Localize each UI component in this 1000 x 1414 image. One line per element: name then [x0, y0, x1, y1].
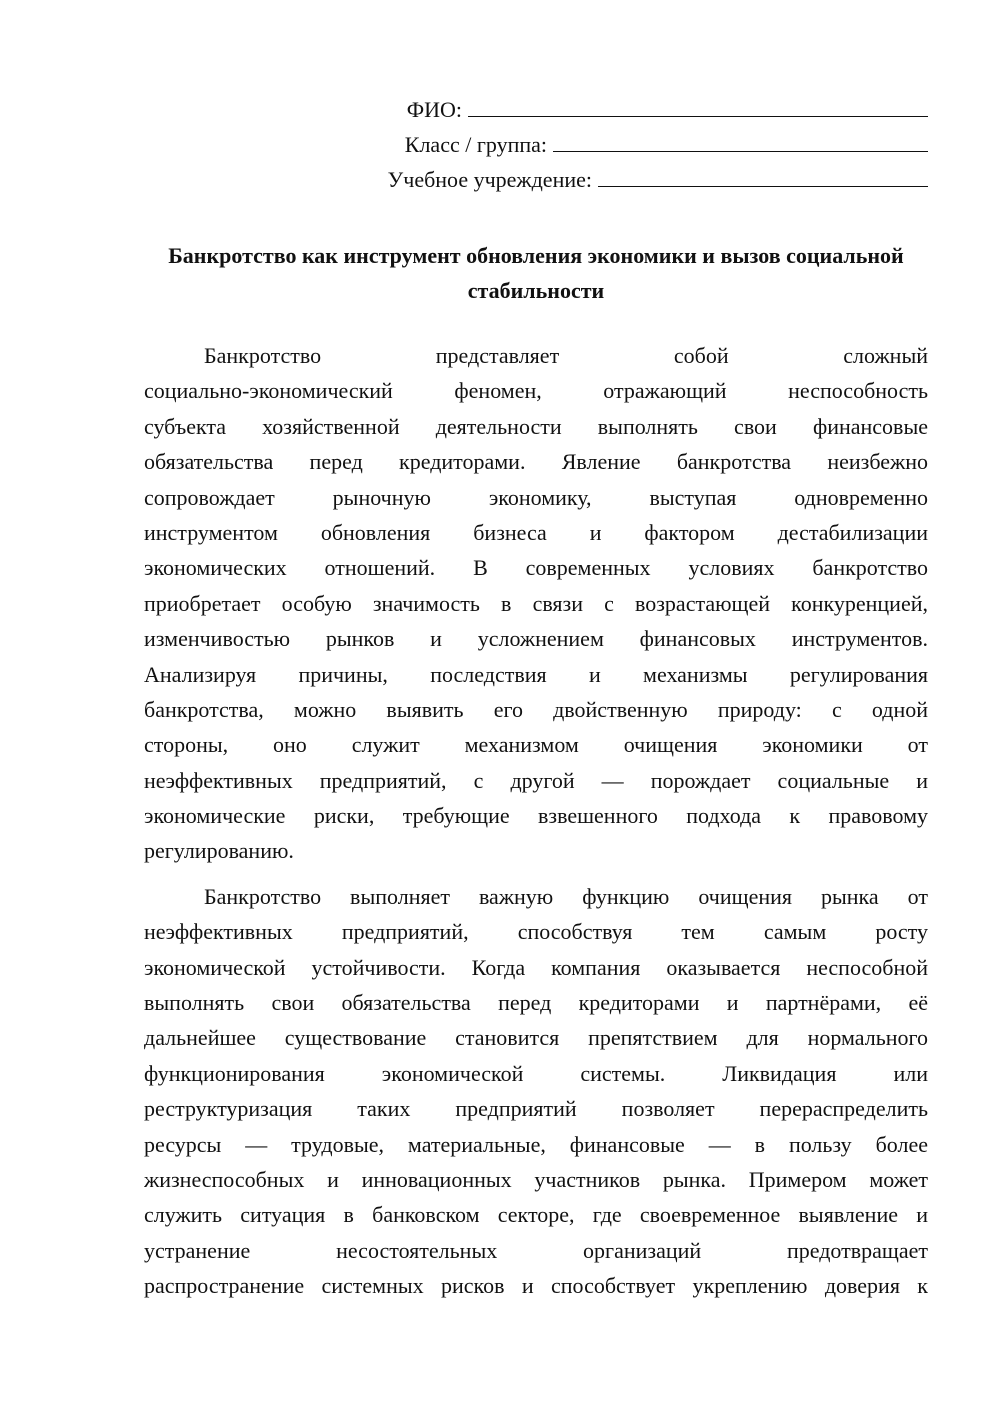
text-line: функционирования экономической системы. Ликвидация или	[144, 1060, 928, 1086]
class-field	[405, 127, 928, 162]
text-line: банкротства, можно выявить его двойственную природу: с одной	[144, 696, 928, 722]
title-line: стабильности	[467, 278, 605, 303]
student-info-block	[144, 92, 928, 197]
text-line: социально-экономический феномен, отражающий неспособность	[144, 378, 928, 404]
document-page	[144, 92, 928, 1304]
paragraph	[144, 338, 928, 869]
text-line: дальнейшее существование становится препятствием для нормального	[144, 1025, 928, 1051]
class-blank-line	[553, 131, 928, 152]
fio-field	[407, 92, 928, 127]
fio-label: ФИО:	[406, 97, 462, 122]
institution-label: Учебное учреждение:	[387, 167, 592, 192]
text-line: приобретает особую значимость в связи с возрастающей конкуренцией,	[144, 590, 928, 616]
text-line: экономической устойчивости. Когда компания оказывается неспособной	[144, 954, 928, 980]
institution-blank-line	[598, 166, 928, 187]
text-line: обязательства перед кредиторами. Явление банкротства неизбежно	[144, 449, 928, 475]
text-line: экономических отношений. В современных условиях банкротство	[144, 555, 928, 581]
text-line: распространение системных рисков и способствует укреплению доверия к	[144, 1273, 928, 1299]
fio-blank-line	[468, 96, 928, 117]
text-line: реструктуризация таких предприятий позволяет перераспределить	[144, 1096, 928, 1122]
text-line: экономические риски, требующие взвешенного подхода к правовому	[144, 803, 928, 829]
institution-field	[388, 162, 928, 197]
text-line: стороны, оно служит механизмом очищения экономики от	[144, 732, 928, 758]
text-line: жизнеспособных и инновационных участников рынка. Примером может	[144, 1166, 928, 1192]
text-line: неэффективных предприятий, способствуя тем самым росту	[144, 919, 928, 945]
text-line: Банкротство выполняет важную функцию очищения рынка от	[204, 883, 928, 909]
paragraph	[144, 879, 928, 1304]
text-line: инструментом обновления бизнеса и фактором дестабилизации	[144, 519, 928, 545]
text-line: регулированию.	[144, 838, 294, 864]
text-line: Анализируя причины, последствия и механизмы регулирования	[144, 661, 928, 687]
text-line: изменчивостью рынков и усложнением финансовых инструментов.	[144, 626, 928, 652]
text-line: служить ситуация в банковском секторе, где своевременное выявление и	[144, 1202, 928, 1228]
text-line: Банкротство представляет собой сложный	[204, 343, 928, 368]
class-label: Класс / группа:	[404, 132, 547, 157]
text-line: ресурсы — трудовые, материальные, финансовые — в пользу более	[144, 1131, 928, 1157]
text-line: сопровождает рыночную экономику, выступая одновременно	[144, 484, 928, 510]
text-line: выполнять свои обязательства перед кредиторами и партнёрами, её	[144, 990, 928, 1016]
title-line: Банкротство как инструмент обновления экономики и вызов социальной	[168, 243, 904, 268]
document-title	[144, 238, 928, 308]
text-line: субъекта хозяйственной деятельности выполнять свои финансовые	[144, 413, 928, 439]
text-line: устранение несостоятельных организаций предотвращает	[144, 1237, 928, 1263]
text-line: неэффективных предприятий, с другой — порождает социальные и	[144, 767, 928, 793]
